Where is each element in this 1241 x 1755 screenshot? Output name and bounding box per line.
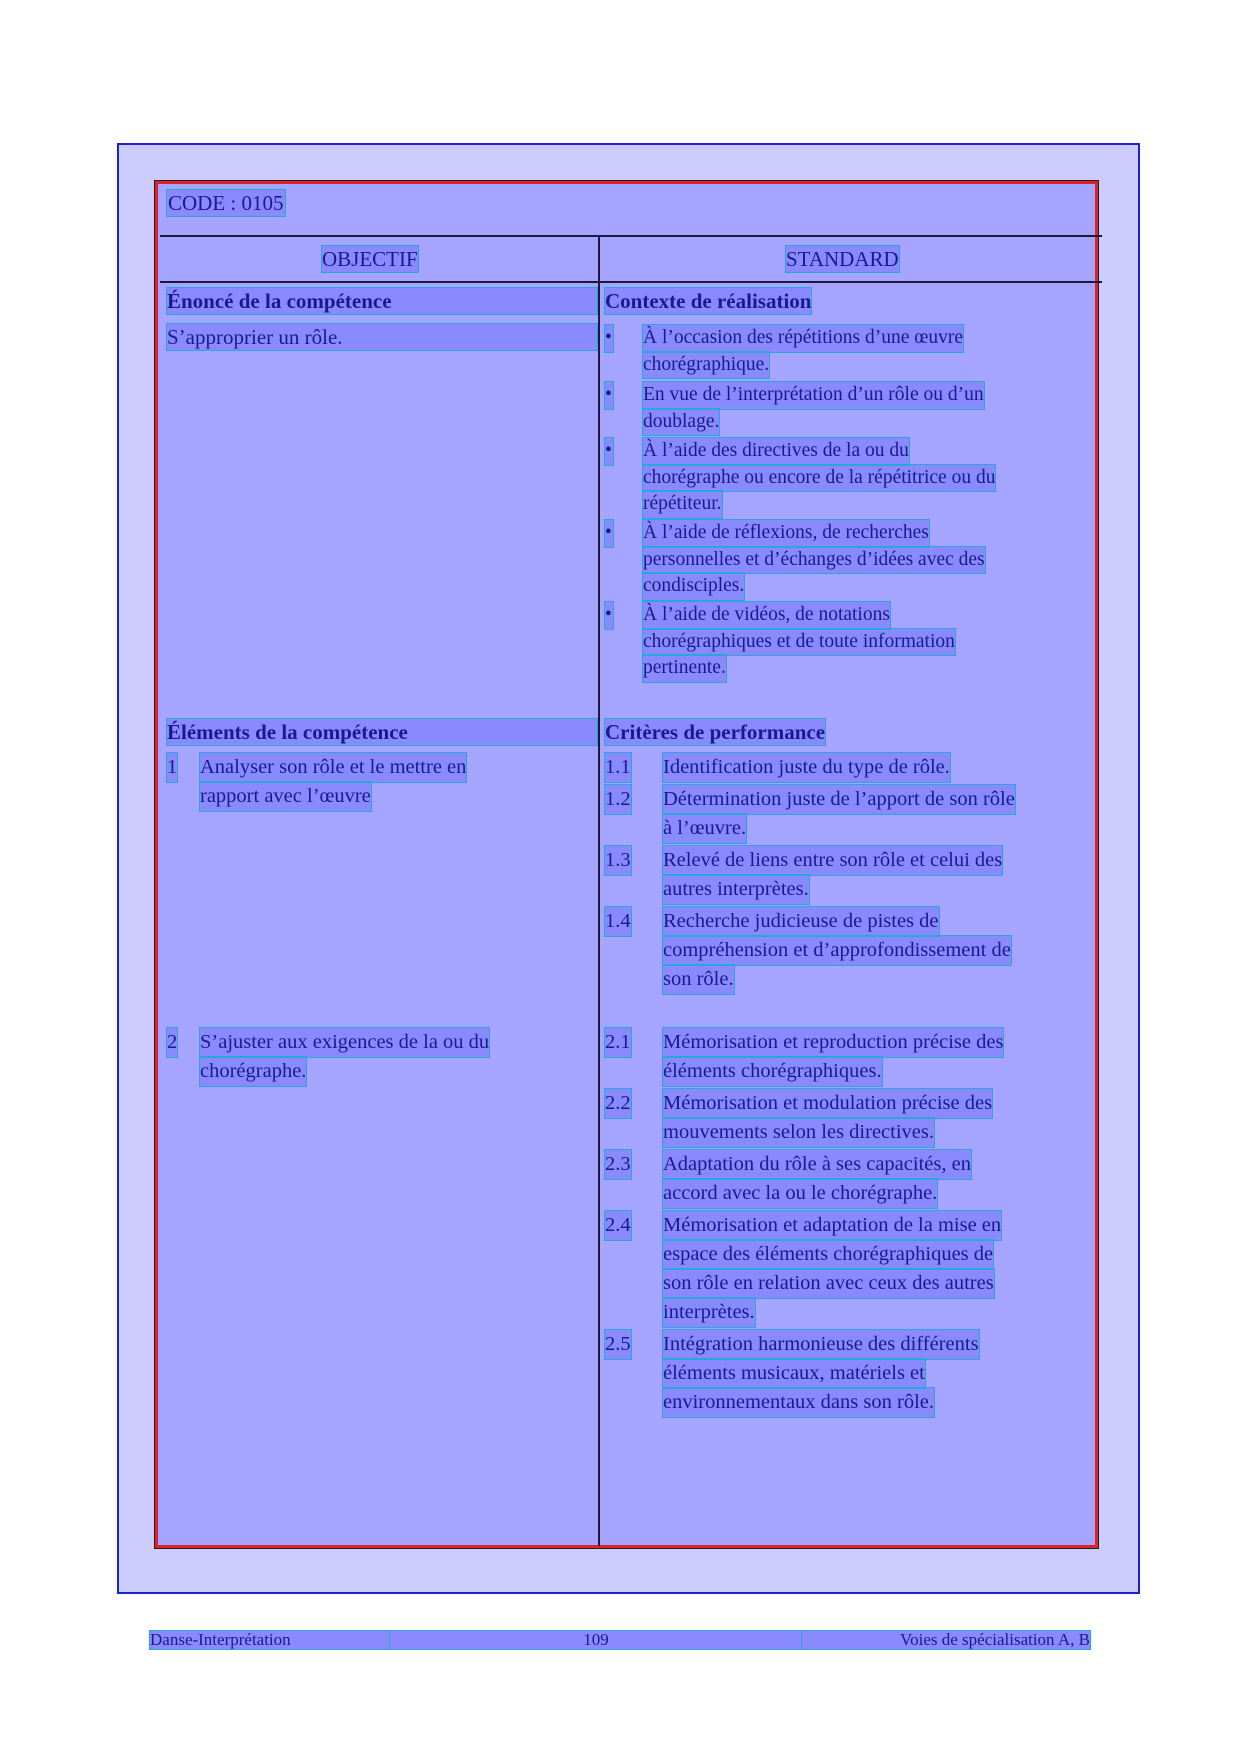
- footer-left: Danse-Interprétation: [150, 1631, 390, 1649]
- elements-title: Éléments de la compétence: [167, 719, 597, 745]
- critere-text: [663, 1089, 1095, 1147]
- text-line: À l’occasion des répétitions d’une œuvre: [643, 325, 963, 352]
- text-line: éléments chorégraphiques.: [663, 1057, 882, 1086]
- table-column-divider: [598, 236, 600, 1546]
- text-line: compréhension et d’approfondissement de: [663, 936, 1011, 965]
- critere-number: 1.2: [605, 785, 631, 814]
- text-line: autres interprètes.: [663, 875, 809, 904]
- page-number: 109: [390, 1631, 802, 1649]
- element-text: [200, 753, 597, 811]
- bullet-icon: •: [605, 382, 613, 409]
- critere-number: 1.4: [605, 907, 631, 936]
- text-line: Relevé de liens entre son rôle et celui des: [663, 846, 1002, 875]
- text-line: mouvements selon les directives.: [663, 1118, 934, 1147]
- critere-text: [663, 1150, 1095, 1208]
- contexte-item-text: [643, 520, 1053, 600]
- bullet-icon: •: [605, 325, 613, 352]
- text-line: Identification juste du type de rôle.: [663, 753, 950, 782]
- critere-text: [663, 785, 1095, 843]
- criteres-title: Critères de performance: [605, 720, 826, 744]
- table-rule-top: [160, 235, 1102, 237]
- critere-number: 2.1: [605, 1028, 631, 1057]
- critere-number: 2.3: [605, 1150, 631, 1179]
- critere-number: 2.5: [605, 1330, 631, 1359]
- contexte-title: Contexte de réalisation: [605, 289, 812, 313]
- text-line: À l’aide de réflexions, de recherches: [643, 520, 929, 547]
- text-line: espace des éléments chorégraphiques de: [663, 1240, 993, 1269]
- standard-header: STANDARD: [786, 247, 899, 271]
- critere-number: 1.3: [605, 846, 631, 875]
- critere-number: 1.1: [605, 753, 631, 782]
- bullet-icon: •: [605, 520, 613, 547]
- text-line: À l’aide de vidéos, de notations: [643, 602, 890, 629]
- critere-text: [663, 1211, 1095, 1327]
- text-line: répétiteur.: [643, 491, 722, 518]
- text-line: En vue de l’interprétation d’un rôle ou d’un: [643, 382, 984, 409]
- text-line: Adaptation du rôle à ses capacités, en: [663, 1150, 971, 1179]
- text-line: environnementaux dans son rôle.: [663, 1388, 934, 1417]
- text-line: S’ajuster aux exigences de la ou du: [200, 1028, 489, 1057]
- critere-number: 2.4: [605, 1211, 631, 1240]
- text-line: Détermination juste de l’apport de son rôle: [663, 785, 1015, 814]
- critere-number: 2.2: [605, 1089, 631, 1118]
- text-line: chorégraphiques et de toute information: [643, 629, 955, 656]
- contexte-item-text: [643, 382, 1053, 435]
- text-line: À l’aide des directives de la ou du: [643, 438, 909, 465]
- text-line: personnelles et d’échanges d’idées avec des: [643, 547, 985, 574]
- contexte-item-text: [643, 438, 1053, 518]
- critere-text: [663, 753, 1095, 782]
- bullet-icon: •: [605, 438, 613, 465]
- text-line: Mémorisation et adaptation de la mise en: [663, 1211, 1001, 1240]
- enonce-text: S’approprier un rôle.: [167, 324, 597, 350]
- text-line: à l’œuvre.: [663, 814, 746, 843]
- text-line: pertinente.: [643, 655, 726, 682]
- text-line: accord avec la ou le chorégraphe.: [663, 1179, 937, 1208]
- element-number: 1: [167, 753, 177, 782]
- text-line: éléments musicaux, matériels et: [663, 1359, 925, 1388]
- table-rule-header: [160, 281, 1102, 283]
- text-line: Analyser son rôle et le mettre en: [200, 753, 466, 782]
- text-line: Mémorisation et reproduction précise des: [663, 1028, 1003, 1057]
- critere-text: [663, 846, 1095, 904]
- text-line: Recherche judicieuse de pistes de: [663, 907, 939, 936]
- code-label: CODE : 0105: [168, 191, 284, 215]
- text-line: chorégraphique.: [643, 352, 769, 379]
- text-line: condisciples.: [643, 573, 744, 600]
- element-number: 2: [167, 1028, 177, 1057]
- footer-right: Voies de spécialisation A, B: [802, 1631, 1090, 1649]
- text-line: rapport avec l’œuvre: [200, 782, 371, 811]
- bullet-icon: •: [605, 602, 613, 629]
- text-line: chorégraphe ou encore de la répétitrice ou du: [643, 465, 995, 492]
- critere-text: [663, 1330, 1095, 1417]
- text-line: chorégraphe.: [200, 1057, 306, 1086]
- objectif-header: OBJECTIF: [322, 247, 418, 271]
- contexte-item-text: [643, 602, 1053, 682]
- text-line: Mémorisation et modulation précise des: [663, 1089, 992, 1118]
- text-line: son rôle.: [663, 965, 734, 994]
- text-line: doublage.: [643, 409, 719, 436]
- element-text: [200, 1028, 597, 1086]
- text-line: interprètes.: [663, 1298, 755, 1327]
- critere-text: [663, 1028, 1095, 1086]
- text-line: son rôle en relation avec ceux des autres: [663, 1269, 994, 1298]
- text-line: Intégration harmonieuse des différents: [663, 1330, 979, 1359]
- critere-text: [663, 907, 1095, 994]
- contexte-item-text: [643, 325, 1053, 378]
- enonce-title: Énoncé de la compétence: [167, 288, 597, 314]
